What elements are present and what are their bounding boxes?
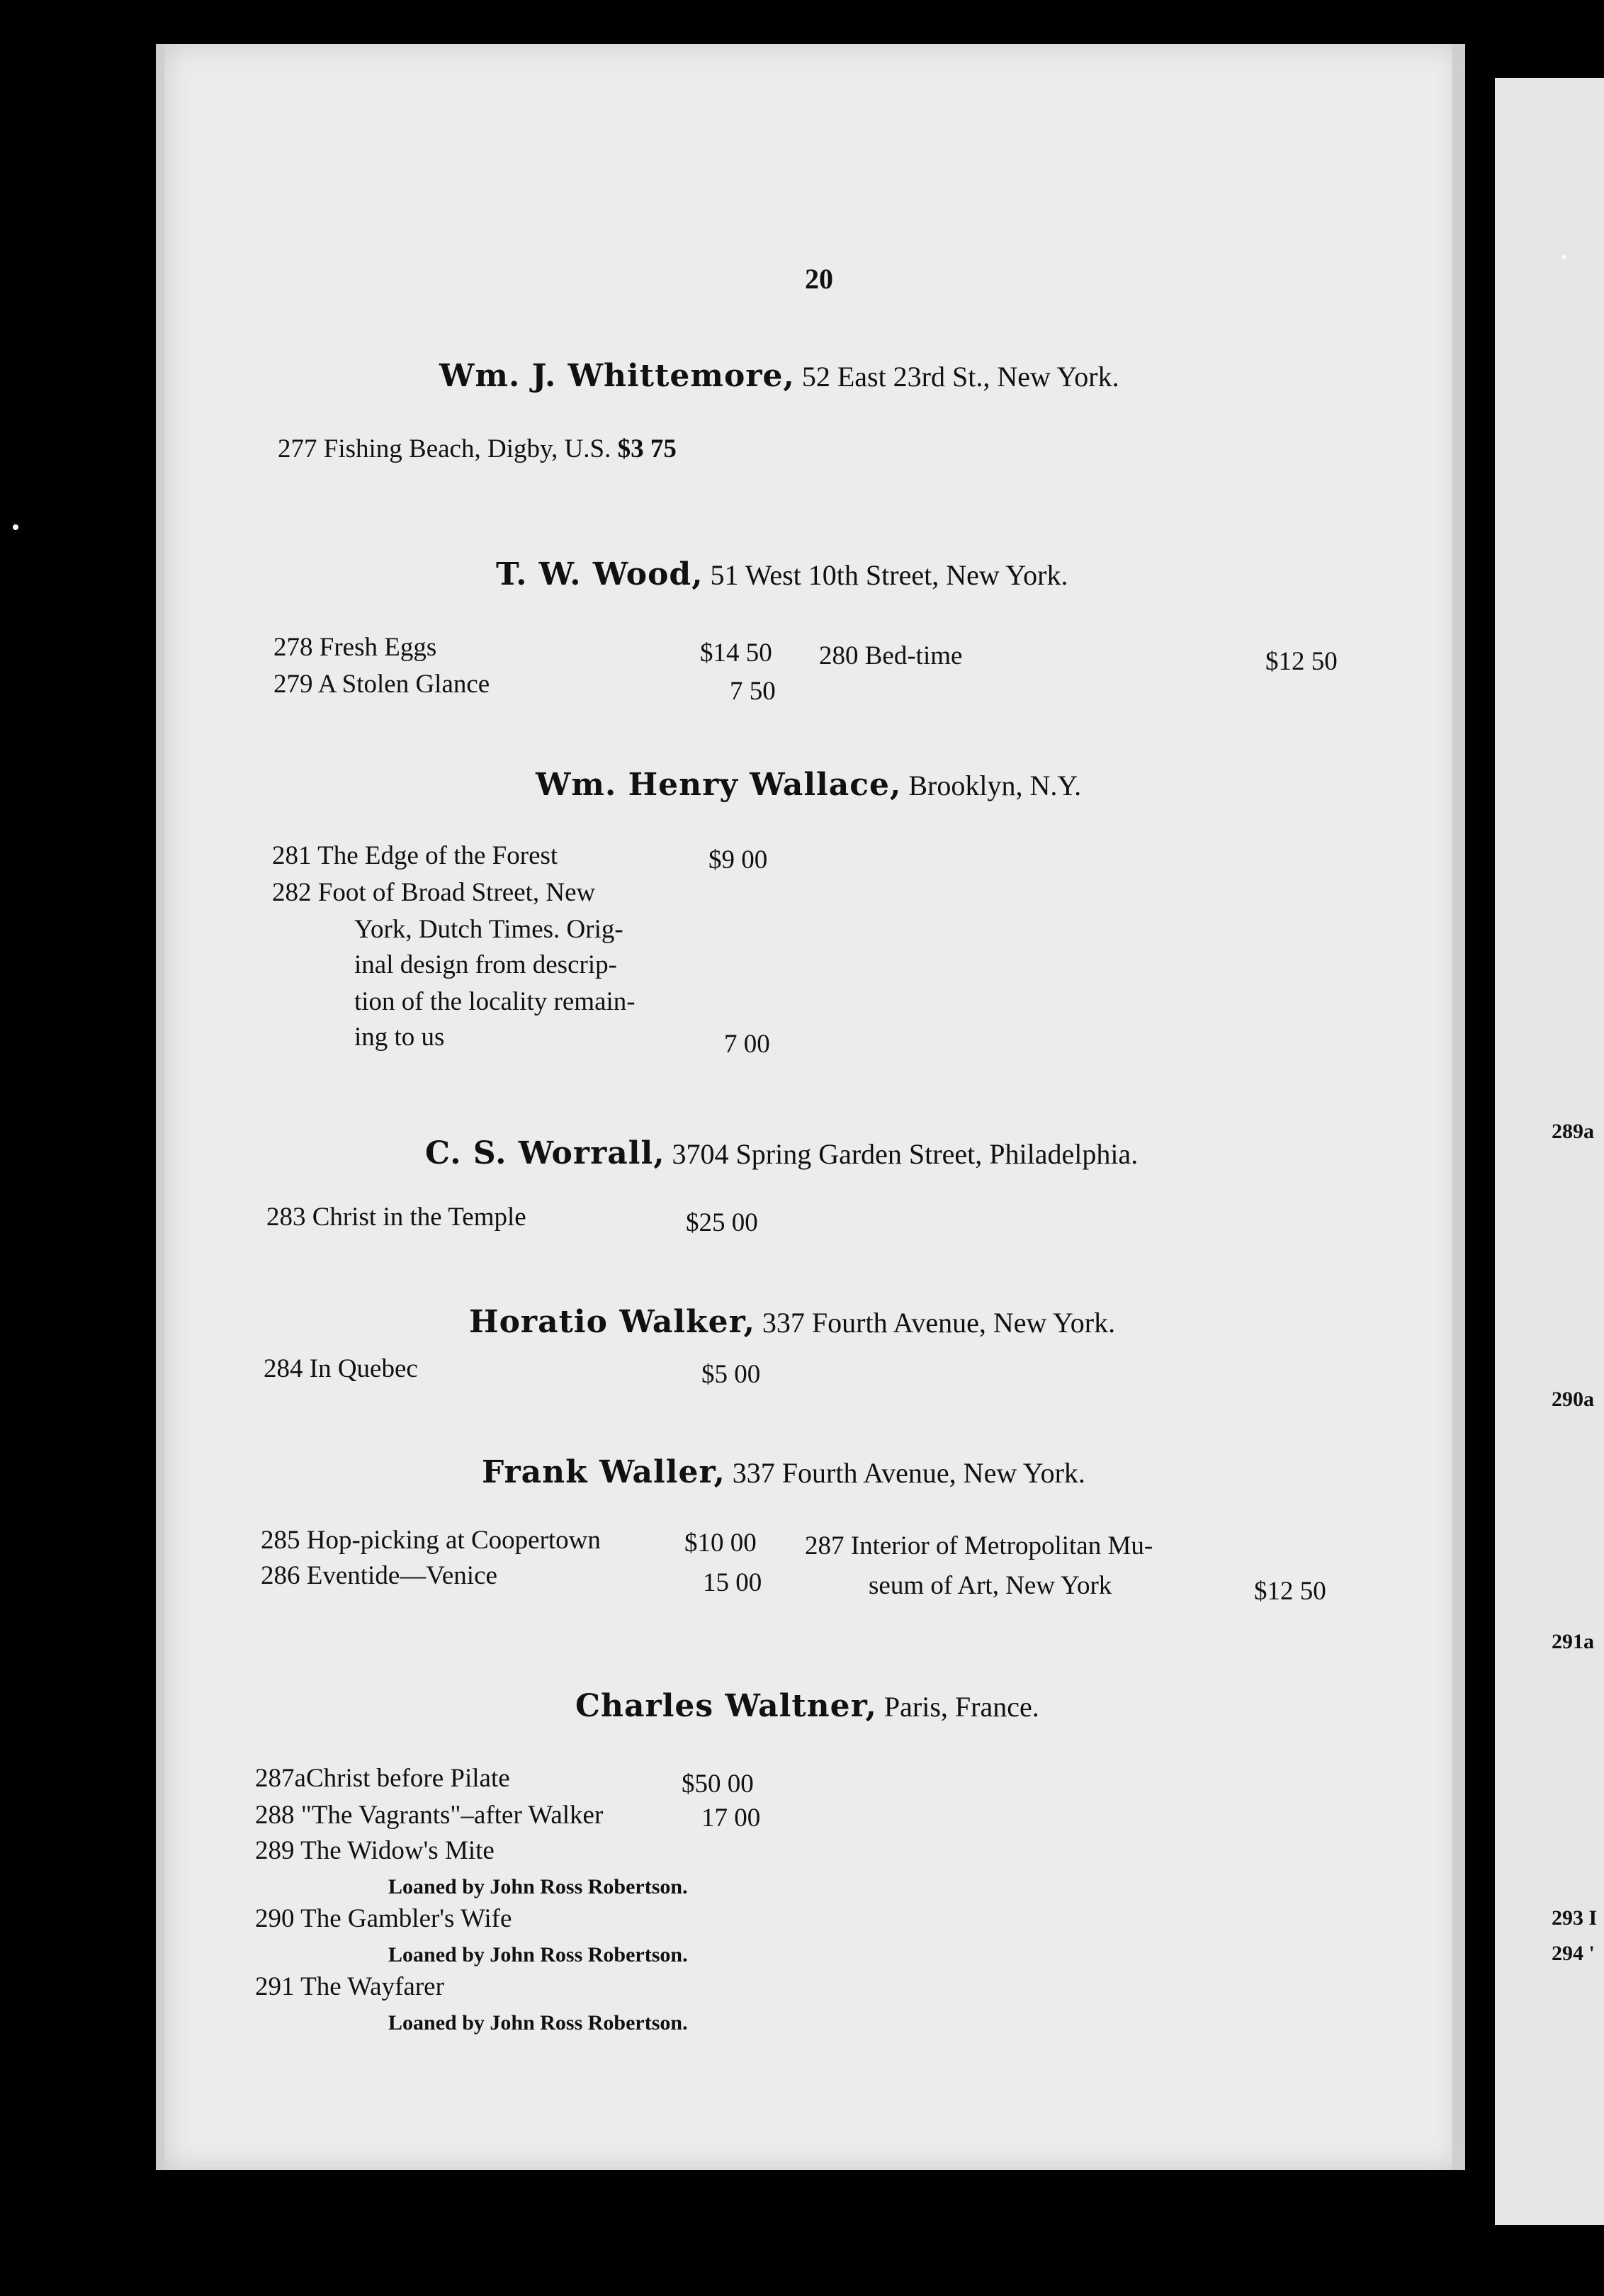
entry-price: $3 75 — [617, 434, 677, 463]
entry-number: 291 — [255, 1972, 295, 2001]
catalog-entry — [272, 877, 595, 908]
artist-heading — [575, 1688, 1039, 1724]
entry-title: Eventide—Venice — [306, 1561, 497, 1590]
entry-number: 289 — [255, 1836, 295, 1865]
catalog-entry — [261, 1525, 601, 1555]
catalog-entry — [255, 1971, 444, 2002]
entry-title: Bed-time — [864, 641, 963, 670]
artist-address: Brooklyn, N.Y. — [908, 770, 1082, 801]
adjacent-page-fragment: 294 ' — [1552, 1942, 1595, 1965]
artist-heading — [439, 358, 1119, 394]
adjacent-page-fragment: 293 I — [1552, 1906, 1598, 1930]
page-edge — [1452, 44, 1465, 2170]
artist-name: Wm. J. Whittemore, — [439, 358, 795, 394]
entry-price: 7 00 — [724, 1030, 770, 1059]
artist-name: C. S. Worrall, — [425, 1135, 665, 1171]
entry-title-line: ing to us — [354, 1023, 445, 1052]
entry-price: 7 50 — [730, 677, 776, 706]
entry-number: 288 — [255, 1801, 295, 1830]
entry-title: In Quebec — [309, 1354, 418, 1383]
catalog-entry — [273, 632, 436, 663]
entry-title: The Wayfarer — [300, 1972, 444, 2001]
artist-heading — [482, 1454, 1085, 1490]
entry-title: Fishing Beach, Digby, U.S. — [323, 434, 611, 463]
catalog-entry — [264, 1354, 418, 1384]
scan-speck — [13, 524, 18, 530]
entry-number: 285 — [261, 1526, 300, 1555]
loan-note: Loaned by John Ross Robertson. — [388, 1943, 688, 1966]
adjacent-page-fragment: 290a — [1552, 1388, 1594, 1411]
artist-name: Charles Waltner, — [575, 1688, 877, 1724]
catalog-entry — [819, 641, 962, 671]
entry-title: The Widow's Mite — [300, 1836, 495, 1865]
artist-heading — [536, 767, 1081, 803]
entry-title: Fresh Eggs — [319, 633, 437, 662]
entry-number: 286 — [261, 1561, 300, 1590]
catalog-entry — [272, 840, 558, 871]
catalog-entry — [255, 1763, 510, 1794]
entry-title: The Gambler's Wife — [300, 1904, 512, 1933]
entry-number: 278 — [273, 633, 313, 662]
entry-price: $14 50 — [700, 638, 772, 668]
catalog-entry — [261, 1560, 497, 1591]
artist-name: T. W. Wood, — [496, 556, 704, 592]
adjacent-page — [1495, 78, 1604, 2225]
entry-title-line: inal design from descrip- — [354, 950, 617, 979]
entry-price: $10 00 — [684, 1529, 757, 1558]
entry-title: A Stolen Glance — [317, 670, 490, 699]
catalog-entry — [255, 1800, 603, 1830]
page-number: 20 — [805, 263, 833, 295]
catalog-entry — [255, 1903, 512, 1934]
artist-name: Horatio Walker, — [469, 1304, 755, 1340]
entry-number: 279 — [273, 670, 313, 699]
artist-address: Paris, France. — [883, 1691, 1039, 1723]
entry-price: 17 00 — [701, 1803, 761, 1833]
entry-number: 283 — [266, 1203, 306, 1232]
adjacent-page-fragment: 291a — [1552, 1630, 1594, 1653]
artist-address: 337 Fourth Avenue, New York. — [732, 1457, 1085, 1489]
entry-number: 281 — [272, 841, 312, 870]
entry-number: 277 — [278, 434, 317, 463]
artist-address: 51 West 10th Street, New York. — [710, 559, 1068, 591]
entry-title: Christ in the Temple — [312, 1203, 526, 1232]
entry-title-line: seum of Art, New York — [869, 1571, 1112, 1600]
artist-address: 3704 Spring Garden Street, Philadelphia. — [672, 1138, 1139, 1170]
entry-number: 290 — [255, 1904, 295, 1933]
entry-price: $50 00 — [682, 1769, 754, 1799]
entry-price: $25 00 — [686, 1208, 758, 1237]
entry-price: $12 50 — [1254, 1577, 1326, 1606]
catalog-entry — [266, 1202, 526, 1232]
artist-heading — [496, 556, 1068, 592]
catalog-entry — [805, 1531, 1153, 1561]
entry-price: $5 00 — [701, 1360, 761, 1389]
scan-speck — [1562, 255, 1566, 259]
catalog-entry — [273, 669, 490, 699]
adjacent-page-fragment: 289a — [1552, 1120, 1594, 1143]
artist-name: Wm. Henry Wallace, — [536, 767, 902, 803]
entry-title-line: Foot of Broad Street, New — [317, 878, 596, 907]
loan-note: Loaned by John Ross Robertson. — [388, 1875, 688, 1898]
entry-price: $9 00 — [708, 845, 768, 874]
entry-title: Hop-picking at Coopertown — [306, 1526, 601, 1555]
entry-number: 282 — [272, 878, 312, 907]
entry-price: 15 00 — [703, 1568, 762, 1597]
entry-number: 284 — [264, 1354, 303, 1383]
entry-number: 287a — [255, 1764, 306, 1793]
catalog-entry — [278, 434, 677, 464]
loan-note: Loaned by John Ross Robertson. — [388, 2011, 688, 2035]
entry-number: 287 — [805, 1531, 845, 1560]
artist-address: 52 East 23rd St., New York. — [801, 361, 1119, 393]
artist-heading — [425, 1135, 1138, 1171]
artist-address: 337 Fourth Avenue, New York. — [762, 1307, 1116, 1339]
artist-heading — [469, 1304, 1115, 1340]
entry-title-line: Interior of Metropolitan Mu- — [850, 1531, 1153, 1560]
entry-title: "The Vagrants"–after Walker — [300, 1801, 604, 1830]
entry-title-line: tion of the locality remain- — [354, 987, 636, 1016]
entry-title-line: York, Dutch Times. Orig- — [354, 915, 623, 944]
entry-price: $12 50 — [1265, 647, 1338, 676]
entry-number: 280 — [819, 641, 859, 670]
entry-title: Christ before Pilate — [305, 1764, 510, 1793]
catalog-entry — [255, 1835, 495, 1866]
artist-name: Frank Waller, — [482, 1454, 725, 1490]
entry-title: The Edge of the Forest — [317, 841, 558, 870]
